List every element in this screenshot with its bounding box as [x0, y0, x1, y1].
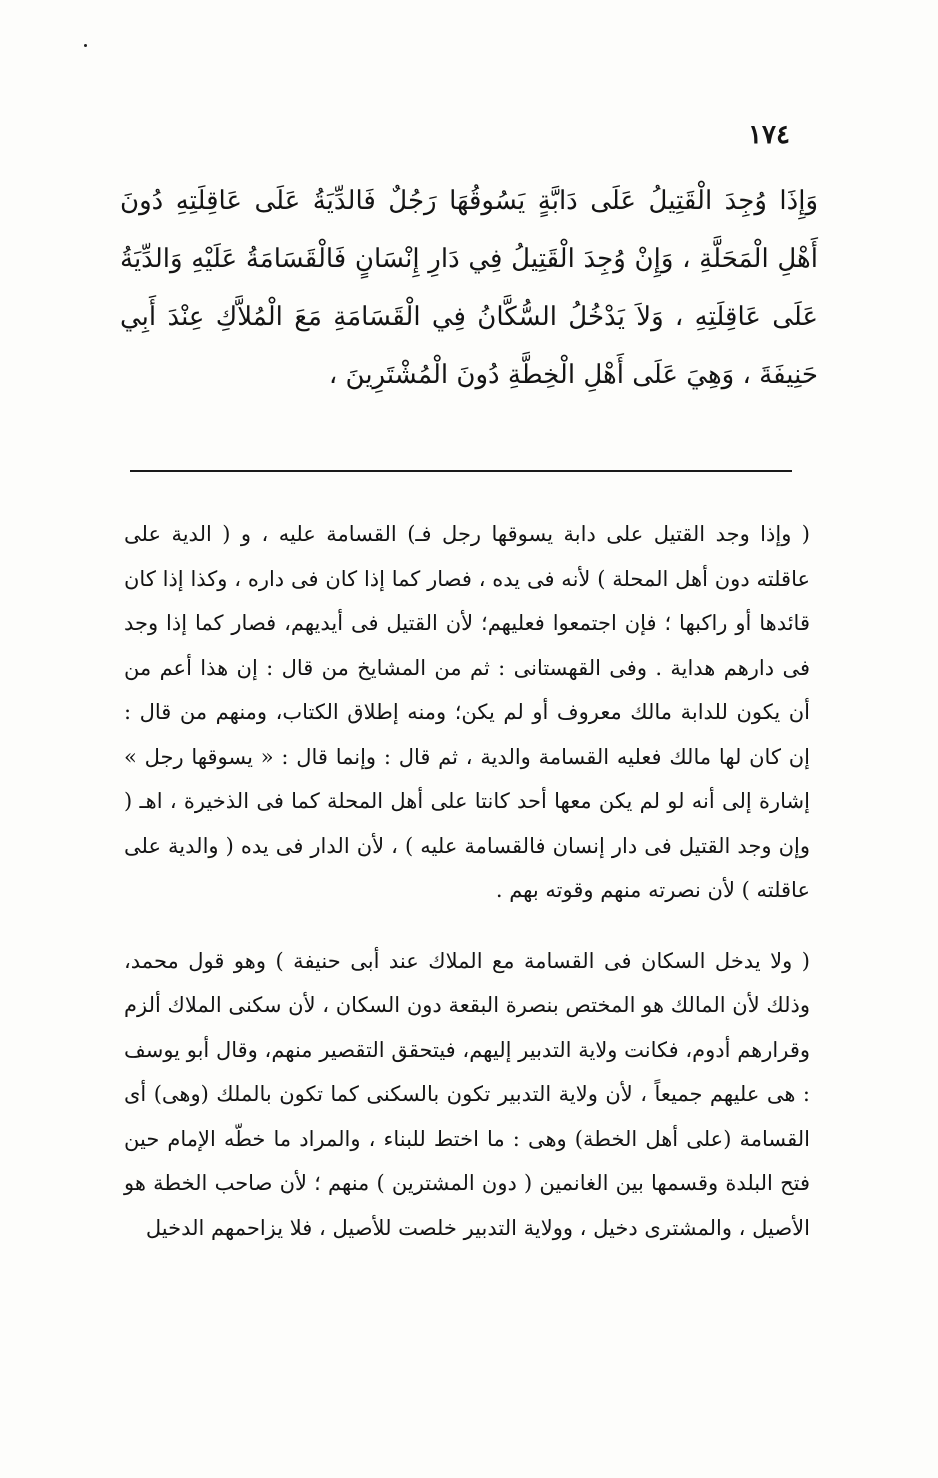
footnote-divider	[130, 470, 792, 472]
commentary-paragraph: ( ولا يدخل السكان فى القسامة مع الملاك عند أبى حنيفة ) وهو قول محمد، وذلك لأن المالك هو المختص بنصرة البقعة دون السكان ، لأن سكنى الملاك ألزم وقرارهم أدوم، فكانت ولاية التدبير إليهم، فيتحقق التقصير منهم، وقال أبو يوسف : هى عليهم جميعاً ، لأن ولاية التدبير تكون بالسكنى كما تكون بالملك (وهى) أى القسامة (على أهل الخطة) وهى : ما اختط للبناء ، والمراد ما خطّه الإمام حين فتح البلدة وقسمها بين الغانمين ( دون المشترين ) منهم ؛ لأن صاحب الخطة هو الأصيل ، والمشترى دخيل ، وولاية التدبير خلصت للأصيل ، فلا يزاحمهم الدخيل	[124, 948, 810, 1240]
main-text-passage: وَإِذَا وُجِدَ الْقَتِيلُ عَلَى دَابَّةٍ يَسُوقُهَا رَجُلٌ فَالدِّيَةُ عَلَى عَاقِلَتِهِ دُونَ أَهْلِ الْمَحَلَّةِ ، وَإِنْ وُجِدَ الْقَتِيلُ فِي دَارِ إِنْسَانٍ فَالْقَسَامَةُ عَلَيْهِ وَالدِّيَةُ عَلَى عَاقِلَتِهِ ، وَلاَ يَدْخُلُ السُّكَّانُ فِي الْقَسَامَةِ مَعَ الْمُلاَّكِ عِنْدَ أَبِي حَنِيفَةَ ، وَهِيَ عَلَى أَهْلِ الْخِطَّةِ دُونَ الْمُشْتَرِينَ ،	[120, 186, 818, 390]
commentary-section	[124, 512, 810, 1276]
commentary-paragraph: ( وإذا وجد القتيل على دابة يسوقها رجل فـ) القسامة عليه ، و ( الدية على عاقلته دون أهل المحلة ) لأنه فى يده ، فصار كما إذا كان فى داره ، وكذا إذا كان قائدها أو راكبها ؛ فإن اجتمعوا فعليهم؛ لأن القتيل فى أيديهم، فصار كما إذا وجد فى دارهم هداية . وفى القهستانى : ثم من المشايخ من قال : إن هذا أعم من أن يكون للدابة مالك معروف أو لم يكن؛ ومنه إطلاق الكتاب، ومنهم من قال : إن كان لها مالك فعليه القسامة والدية ، ثم قال : وإنما قال : « يسوقها رجل » إشارة إلى أنه لو لم يكن معها أحد كانتا على أهل المحلة كما فى الذخيرة ، اهـ ( وإن وجد القتيل فى دار إنسان فالقسامة عليه ) ، لأن الدار فى يده ( والدية على عاقلته ) لأن نصرته منهم وقوته بهم .	[124, 522, 810, 902]
scan-speck	[84, 44, 87, 47]
page-number: ١٧٤	[748, 120, 790, 150]
